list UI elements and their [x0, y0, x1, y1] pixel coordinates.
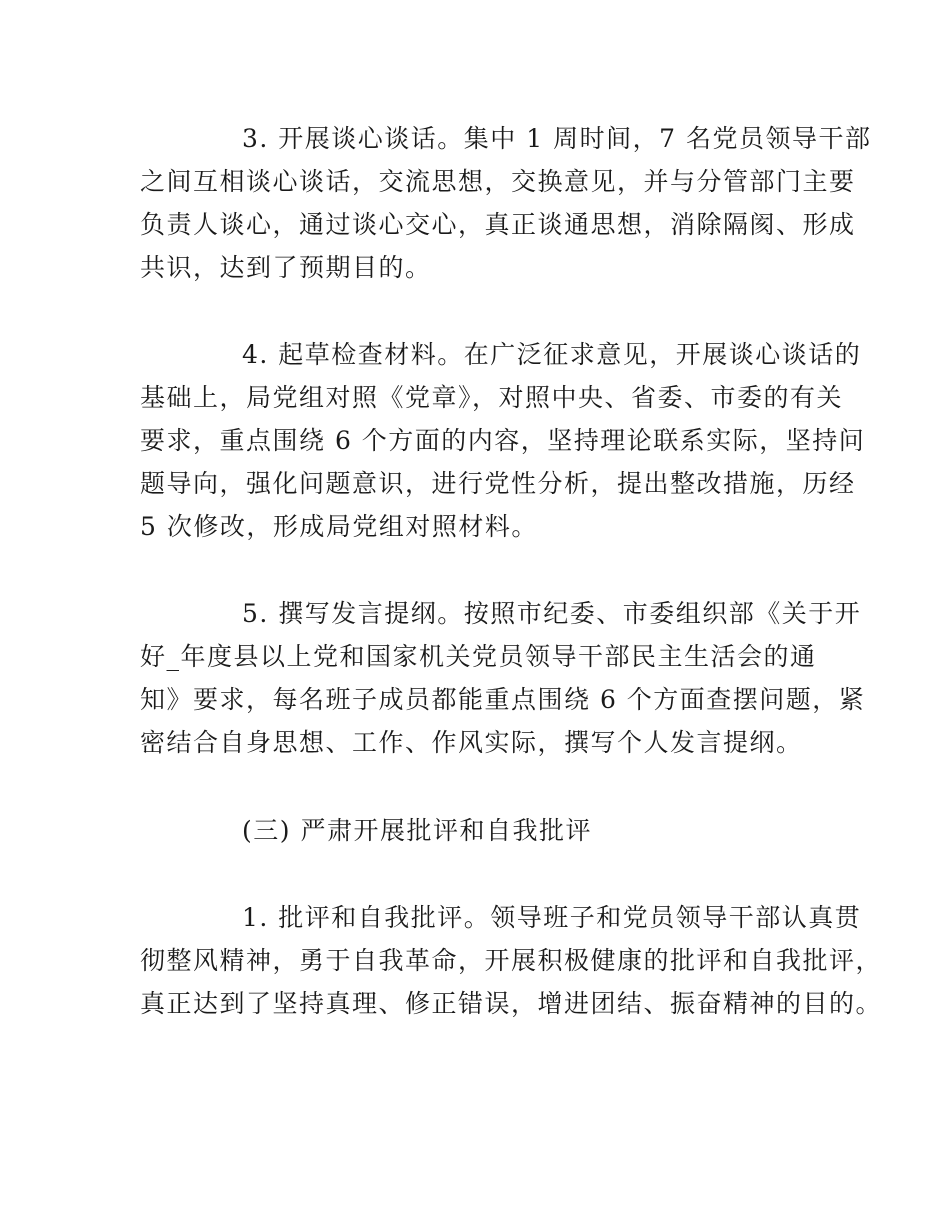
paragraph-3-line-3: 知》要求，每名班子成员都能重点围绕 6 个方面查摆问题，紧 [140, 685, 866, 714]
paragraph-2-line-3: 要求，重点围绕 6 个方面的内容，坚持理论联系实际，坚持问 [140, 426, 866, 455]
paragraph-2-line-5: 5 次修改，形成局党组对照材料。 [140, 512, 538, 541]
paragraph-1-line-1: 3. 开展谈心谈话。集中 1 周时间，7 名党员领导干部 [242, 124, 872, 153]
section-heading: (三) 严肃开展批评和自我批评 [242, 816, 592, 845]
paragraph-2-line-1: 4. 起草检查材料。在广泛征求意见，开展谈心谈话的 [242, 340, 862, 369]
paragraph-3-line-2: 好_年度县以上党和国家机关党员领导干部民主生活会的通 [140, 642, 817, 671]
paragraph-2-line-4: 题导向，强化问题意识，进行党性分析，提出整改措施，历经 [140, 469, 856, 498]
paragraph-2-line-2: 基础上，局党组对照《党章》，对照中央、省委、市委的有关 [140, 383, 844, 412]
paragraph-3-line-4: 密结合自身思想、工作、作风实际，撰写个人发言提纲。 [140, 728, 803, 757]
paragraph-4-line-1: 1. 批评和自我批评。领导班子和党员领导干部认真贯 [242, 903, 862, 932]
paragraph-1-line-2: 之间互相谈心谈话，交流思想，交换意见，并与分管部门主要 [140, 167, 856, 196]
paragraph-3-line-1: 5. 撰写发言提纲。按照市纪委、市委组织部《关于开 [242, 599, 862, 628]
paragraph-4-line-2: 彻整风精神，勇于自我革命，开展积极健康的批评和自我批评， [140, 946, 883, 975]
paragraph-1-line-3: 负责人谈心，通过谈心交心，真正谈通思想，消除隔阂、形成 [140, 210, 856, 239]
paragraph-1-line-4: 共识，达到了预期目的。 [140, 253, 432, 282]
paragraph-4-line-3: 真正达到了坚持真理、修正错误，增进团结、振奋精神的目的。 [140, 989, 883, 1018]
